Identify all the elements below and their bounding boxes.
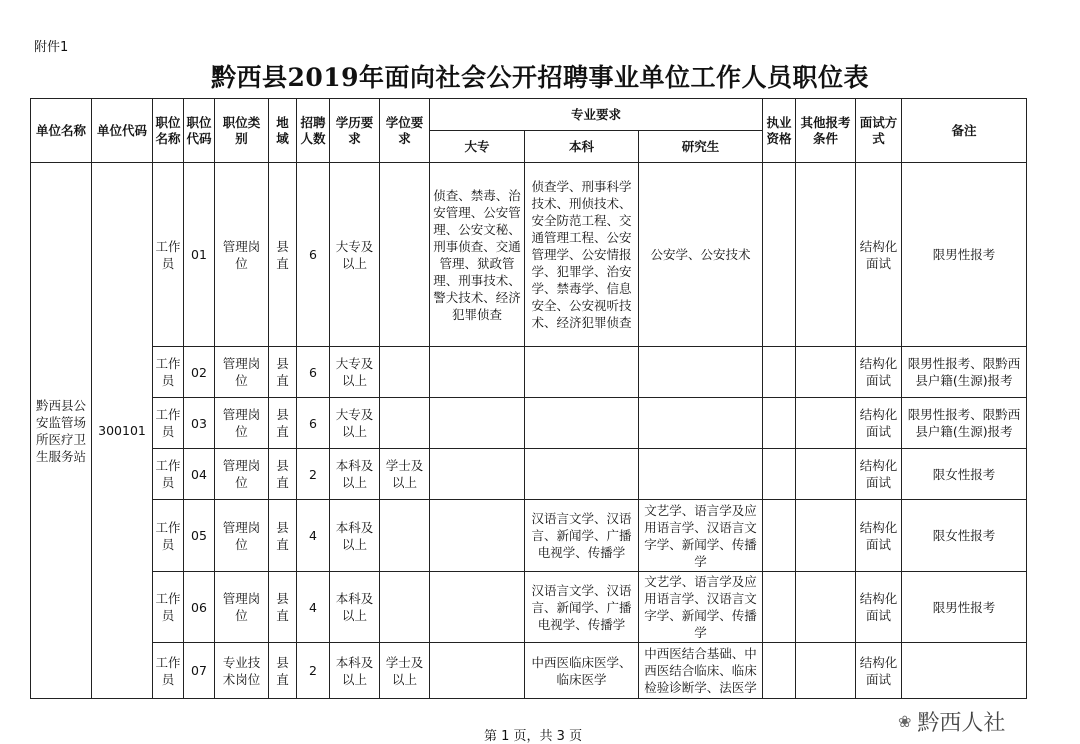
cell-pos-code: 05 [184, 500, 215, 572]
positions-table [30, 98, 1027, 699]
header-remark: 备注 [902, 99, 1027, 163]
cell-unit-name: 黔西县公安监管场所医疗卫生服务站 [31, 163, 92, 699]
cell-count: 2 [297, 643, 330, 699]
cell-other [796, 572, 856, 643]
cell-count: 4 [297, 500, 330, 572]
cell-other [796, 500, 856, 572]
cell-edu: 本科及以上 [330, 449, 380, 500]
cell-pos-name: 工作员 [153, 398, 184, 449]
cell-pos-name: 工作员 [153, 500, 184, 572]
cell-interview: 结构化面试 [856, 163, 902, 347]
cell-region: 县直 [269, 643, 297, 699]
cell-license [763, 347, 796, 398]
cell-pos-name: 工作员 [153, 572, 184, 643]
cell-bachelor: 汉语言文学、汉语言、新闻学、广播电视学、传播学 [525, 572, 639, 643]
cell-other [796, 163, 856, 347]
cell-college [430, 500, 525, 572]
cell-type: 管理岗位 [215, 347, 269, 398]
cell-interview: 结构化面试 [856, 572, 902, 643]
cell-other [796, 398, 856, 449]
cell-remark: 限男性报考 [902, 572, 1027, 643]
cell-license [763, 500, 796, 572]
cell-license [763, 643, 796, 699]
cell-bachelor: 汉语言文学、汉语言、新闻学、广播电视学、传播学 [525, 500, 639, 572]
cell-other [796, 449, 856, 500]
cell-unit-code: 300101 [92, 163, 153, 699]
cell-graduate [639, 347, 763, 398]
header-major: 专业要求 [430, 99, 763, 131]
header-position-code: 职位代码 [184, 99, 215, 163]
cell-degree [380, 500, 430, 572]
header-count: 招聘人数 [297, 99, 330, 163]
cell-remark [902, 643, 1027, 699]
cell-type: 管理岗位 [215, 163, 269, 347]
cell-degree [380, 163, 430, 347]
cell-interview: 结构化面试 [856, 398, 902, 449]
cell-degree [380, 572, 430, 643]
cell-pos-name: 工作员 [153, 347, 184, 398]
cell-bachelor: 侦查学、刑事科学技术、刑侦技术、安全防范工程、交通管理工程、公安管理学、公安情报学、犯罪学、治安学、禁毒学、信息安全、公安视听技术、经济犯罪侦查 [525, 163, 639, 347]
cell-pos-code: 06 [184, 572, 215, 643]
cell-pos-code: 03 [184, 398, 215, 449]
header-degree: 学位要求 [380, 99, 430, 163]
cell-count: 6 [297, 398, 330, 449]
cell-license [763, 449, 796, 500]
header-position-name: 职位名称 [153, 99, 184, 163]
cell-count: 4 [297, 572, 330, 643]
cell-interview: 结构化面试 [856, 449, 902, 500]
document-title: 黔西县2019年面向社会公开招聘事业单位工作人员职位表 [210, 63, 870, 92]
cell-college [430, 347, 525, 398]
cell-license [763, 398, 796, 449]
cell-college: 侦查、禁毒、治安管理、公安管理、公安文秘、刑事侦查、交通管理、狱政管理、刑事技术、警犬技术、经济犯罪侦查 [430, 163, 525, 347]
header-major-college: 大专 [430, 131, 525, 163]
cell-pos-code: 01 [184, 163, 215, 347]
watermark-text: 黔西人社 [917, 711, 1006, 736]
cell-type: 管理岗位 [215, 449, 269, 500]
cell-pos-name: 工作员 [153, 163, 184, 347]
cell-remark: 限男性报考、限黔西县户籍(生源)报考 [902, 347, 1027, 398]
cell-college [430, 398, 525, 449]
cell-edu: 大专及以上 [330, 347, 380, 398]
watermark [898, 706, 1005, 737]
page-footer: 第 1 页，共 3 页 [484, 729, 583, 744]
cell-pos-code: 02 [184, 347, 215, 398]
cell-region: 县直 [269, 347, 297, 398]
cell-degree [380, 347, 430, 398]
cell-edu: 本科及以上 [330, 572, 380, 643]
cell-region: 县直 [269, 500, 297, 572]
header-region: 地域 [269, 99, 297, 163]
cell-graduate [639, 449, 763, 500]
cell-graduate [639, 398, 763, 449]
wechat-icon: ❀ [898, 712, 912, 731]
cell-type: 管理岗位 [215, 398, 269, 449]
cell-graduate: 文艺学、语言学及应用语言学、汉语言文字学、新闻学、传播学 [639, 572, 763, 643]
cell-license [763, 572, 796, 643]
cell-bachelor [525, 398, 639, 449]
cell-count: 2 [297, 449, 330, 500]
cell-graduate: 公安学、公安技术 [639, 163, 763, 347]
cell-pos-code: 04 [184, 449, 215, 500]
cell-degree [380, 398, 430, 449]
cell-region: 县直 [269, 572, 297, 643]
cell-region: 县直 [269, 449, 297, 500]
cell-count: 6 [297, 347, 330, 398]
cell-college [430, 643, 525, 699]
header-license: 执业资格 [763, 99, 796, 163]
cell-edu: 本科及以上 [330, 643, 380, 699]
cell-interview: 结构化面试 [856, 643, 902, 699]
header-other: 其他报考条件 [796, 99, 856, 163]
attachment-label: 附件1 [34, 40, 69, 55]
header-interview: 面试方式 [856, 99, 902, 163]
table-row [31, 163, 1027, 347]
cell-count: 6 [297, 163, 330, 347]
cell-interview: 结构化面试 [856, 500, 902, 572]
cell-remark: 限男性报考 [902, 163, 1027, 347]
cell-pos-code: 07 [184, 643, 215, 699]
cell-college [430, 572, 525, 643]
cell-type: 管理岗位 [215, 572, 269, 643]
cell-bachelor [525, 449, 639, 500]
cell-other [796, 347, 856, 398]
cell-remark: 限女性报考 [902, 500, 1027, 572]
cell-type: 专业技术岗位 [215, 643, 269, 699]
table-row [31, 643, 1027, 699]
header-major-graduate: 研究生 [639, 131, 763, 163]
cell-bachelor: 中西医临床医学、临床医学 [525, 643, 639, 699]
cell-edu: 本科及以上 [330, 500, 380, 572]
cell-region: 县直 [269, 163, 297, 347]
cell-degree: 学士及以上 [380, 643, 430, 699]
cell-license [763, 163, 796, 347]
cell-edu: 大专及以上 [330, 398, 380, 449]
table-row [31, 398, 1027, 449]
cell-edu: 大专及以上 [330, 163, 380, 347]
table-row [31, 572, 1027, 643]
table-row [31, 500, 1027, 572]
cell-other [796, 643, 856, 699]
header-major-bachelor: 本科 [525, 131, 639, 163]
header-education: 学历要求 [330, 99, 380, 163]
cell-graduate: 文艺学、语言学及应用语言学、汉语言文字学、新闻学、传播学 [639, 500, 763, 572]
cell-region: 县直 [269, 398, 297, 449]
cell-college [430, 449, 525, 500]
cell-pos-name: 工作员 [153, 643, 184, 699]
cell-graduate: 中西医结合基础、中西医结合临床、临床检验诊断学、法医学 [639, 643, 763, 699]
header-position-type: 职位类别 [215, 99, 269, 163]
cell-remark: 限女性报考 [902, 449, 1027, 500]
cell-degree: 学士及以上 [380, 449, 430, 500]
cell-pos-name: 工作员 [153, 449, 184, 500]
header-unit-code: 单位代码 [92, 99, 153, 163]
table-row [31, 347, 1027, 398]
cell-interview: 结构化面试 [856, 347, 902, 398]
table-row [31, 449, 1027, 500]
cell-bachelor [525, 347, 639, 398]
header-unit-name: 单位名称 [31, 99, 92, 163]
cell-remark: 限男性报考、限黔西县户籍(生源)报考 [902, 398, 1027, 449]
cell-type: 管理岗位 [215, 500, 269, 572]
